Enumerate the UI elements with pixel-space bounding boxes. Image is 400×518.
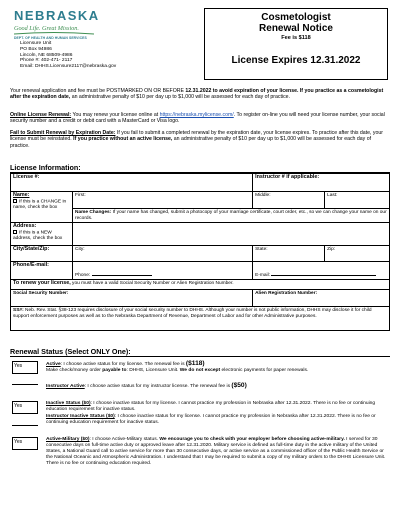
- first-name-field[interactable]: [73, 192, 253, 209]
- active-fee: ($118): [185, 360, 205, 367]
- ssn-label: Social Security Number:: [13, 291, 69, 297]
- active-military-label: Active-Military ($0): [46, 437, 90, 442]
- intro-bold-text: 12.31.2022 to avoid expiration of your license. If you practice as a cosmetologist after the expiration date,: [10, 88, 384, 101]
- intro-text: Your renewal application and fee must be POSTMARKED ON OR BEFORE: [10, 88, 186, 94]
- option-text: : I choose inactive status for my license. I cannot practice my profession in Nebraska after 12.31.2022. There is no fee or continuing education requirement for inactive status.: [46, 401, 376, 412]
- fail-to-submit-heading: Fail to Submit Renewal by Expiration Date:: [10, 130, 116, 136]
- fee-label: Fee is $118: [281, 35, 311, 41]
- dept-name: DEPT. OF HEALTH AND HUMAN SERVICES: [14, 36, 87, 40]
- city-state-zip-label: City/State/Zip:: [13, 246, 50, 253]
- name-label: Name:: [13, 192, 30, 198]
- active-military-option: [46, 437, 386, 467]
- intro-text: . To register on-line you will need your license number, your social security number and a credit or debit card with a MasterCard or Visa logo.: [10, 112, 385, 125]
- no-electronic-note: We do not except: [179, 367, 221, 373]
- instructor-active-fee: ($50): [231, 382, 247, 389]
- nebraska-logo-wordmark: NEBRASKA: [14, 8, 100, 23]
- renewal-status-heading: Renewal Status (Select ONLY One):: [10, 347, 131, 356]
- instructor-active-option: [46, 383, 386, 390]
- name-change-note: If this is a CHANGE in name, check the box: [13, 199, 67, 210]
- intro-text: an administrative penalty of $10 per day up to $1,000 will be assessed for each day of practice.: [10, 136, 372, 149]
- ssn-field[interactable]: [11, 290, 253, 307]
- license-number-label: License #:: [13, 174, 40, 180]
- intro-text: If you fail to submit a completed renewal by the expiration date, your license expires. To practice after this date, your license must be reinstated.: [10, 130, 383, 143]
- address-change-checkbox-row: [13, 230, 70, 242]
- address-line: Phone #: 402-471- 2117: [20, 58, 73, 64]
- title-box: [204, 8, 388, 80]
- intro-paragraph-online: [10, 112, 390, 125]
- active-yes-box[interactable]: [12, 361, 38, 374]
- email-label: E-mail:: [255, 272, 271, 278]
- payable-to: payable to: [102, 367, 127, 373]
- address-line: Licensure Unit: [20, 41, 52, 46]
- new-address-checkbox[interactable]: [13, 230, 17, 234]
- last-label: Last:: [327, 193, 338, 198]
- intro-text: an administrative penalty of $10 per day up to $1,000 will be assessed for each day of practice.: [70, 94, 290, 101]
- name-change-checkbox-row: [13, 199, 70, 211]
- zip-field[interactable]: [325, 246, 390, 262]
- renew-requirement-heading: To renew your license,: [13, 280, 71, 287]
- renew-requirement-text: you must have a valid Social Security Number or Alien Registration Number.: [70, 281, 234, 287]
- inactive-label: Inactive Status ($0): [46, 401, 91, 406]
- name-changes-text: If your name has changed, submit a photocopy of your marriage certificate, court order, etc., so we can change your name on our records.: [75, 210, 387, 221]
- intro-paragraph-postmark: [10, 88, 390, 101]
- inactive-yes-box[interactable]: [12, 401, 38, 414]
- option-text: I served for 30 consecutive days on full-time active duty or approved leave after 12.31.2020. Military service is defined as full-time duty in the active military of the United States, a National Guard call to active service for more than 30 consecutive days, or active service as a commissioned officer of the Public Health Service or the National Oceanic and Atmospheric Administration. I understand that I may be required to submit a copy of my military orders to the DHHS Licensure Unit. There is no fee or continuing education required.: [46, 437, 386, 466]
- intro-paragraph-expiration: [10, 130, 390, 149]
- yes-label: Yes: [14, 403, 23, 409]
- address-line: Email: DHHS.Licensure2117@nebraska.gov: [20, 64, 117, 70]
- option-text: : DHHS, Licensure Unit.: [126, 367, 180, 373]
- yes-label: Yes: [14, 363, 23, 369]
- license-info-heading: License Information:: [10, 163, 81, 172]
- title-line-1: Cosmetologist: [261, 12, 331, 23]
- license-info-table: [10, 173, 390, 331]
- state-label: State:: [255, 247, 268, 253]
- option-text: : I choose inactive status for my license. I cannot practice my profession in Nebraska after 12.31.2022. There is no fee or continuing education requirement for inactive status.: [46, 414, 376, 425]
- phone-label: Phone:: [75, 272, 91, 278]
- last-name-field[interactable]: [325, 192, 390, 209]
- ssn-disclosure-note: Neb. Rev. Stat. §38-123 requires disclosure of your social security number to DHHS. Although your number is not public information, DHHS may disclose it for child support enforcement purposes as well as to the Nebraska Department of Revenue, Department of Labor and for other Administrative purposes.: [13, 308, 372, 319]
- new-address-note: If this is a NEW address, check the box: [13, 230, 63, 241]
- zip-label: Zip:: [327, 247, 336, 253]
- military-employer-note: We encourage you to check with your employer before choosing active-military.: [159, 437, 345, 442]
- state-field[interactable]: [253, 246, 325, 262]
- name-change-checkbox[interactable]: [13, 199, 17, 203]
- phone-email-label: Phone/E-mail:: [13, 262, 49, 269]
- option-text: Make check/money order: [46, 367, 103, 373]
- address-label: Address:: [13, 223, 37, 230]
- instructor-number-field[interactable]: [253, 174, 390, 192]
- address-line: Lincoln, NE 68509-4986: [20, 52, 73, 58]
- active-label: Active: [46, 362, 61, 367]
- city-label: City:: [75, 247, 85, 253]
- option-text: : I choose Active-Military status.: [89, 437, 160, 442]
- option-text: : I choose active status for my license. The renewal fee is: [60, 362, 186, 367]
- instructor-active-label: Instructor Active: [46, 384, 85, 389]
- option-text: : I choose active status for my instructor license. The renewal fee is: [84, 384, 232, 389]
- expiration-label: License Expires 12.31.2022: [231, 55, 361, 66]
- instructor-inactive-option: [46, 414, 386, 426]
- email-field[interactable]: [253, 262, 390, 280]
- yes-label: Yes: [14, 439, 23, 445]
- intro-text: You may renew your license online at: [71, 112, 160, 118]
- active-option: [46, 361, 386, 374]
- city-field[interactable]: [73, 246, 253, 262]
- instructor-number-label: Instructor # if applicable:: [255, 174, 320, 180]
- inactive-option: [46, 401, 386, 413]
- online-renewal-link[interactable]: https://nebraska.mylicense.com/: [159, 112, 234, 118]
- title-line-2: Renewal Notice: [259, 23, 333, 34]
- alien-registration-field[interactable]: [253, 290, 390, 307]
- military-yes-box[interactable]: [12, 437, 38, 450]
- instructor-inactive-label: Instructor Inactive Status ($0): [46, 414, 115, 419]
- middle-name-field[interactable]: [253, 192, 325, 209]
- name-changes-label: Name Changes:: [75, 210, 112, 215]
- middle-label: Middle:: [255, 193, 271, 198]
- logo-tagline: Good Life. Great Mission.: [14, 25, 79, 32]
- intro-bold-text: If you practice without an active license,: [73, 136, 173, 143]
- ssn-note-label: SS#:: [13, 308, 24, 314]
- first-label: First:: [75, 193, 86, 198]
- option-text: electronic payments for paper renewals.: [220, 367, 309, 373]
- alien-registration-label: Alien Registration Number:: [255, 291, 318, 297]
- address-field[interactable]: [73, 223, 390, 246]
- online-renewal-heading: Online License Renewal:: [10, 112, 72, 118]
- address-line: PO Box 94986: [20, 46, 52, 52]
- return-address: [20, 41, 116, 70]
- phone-field[interactable]: [73, 262, 253, 280]
